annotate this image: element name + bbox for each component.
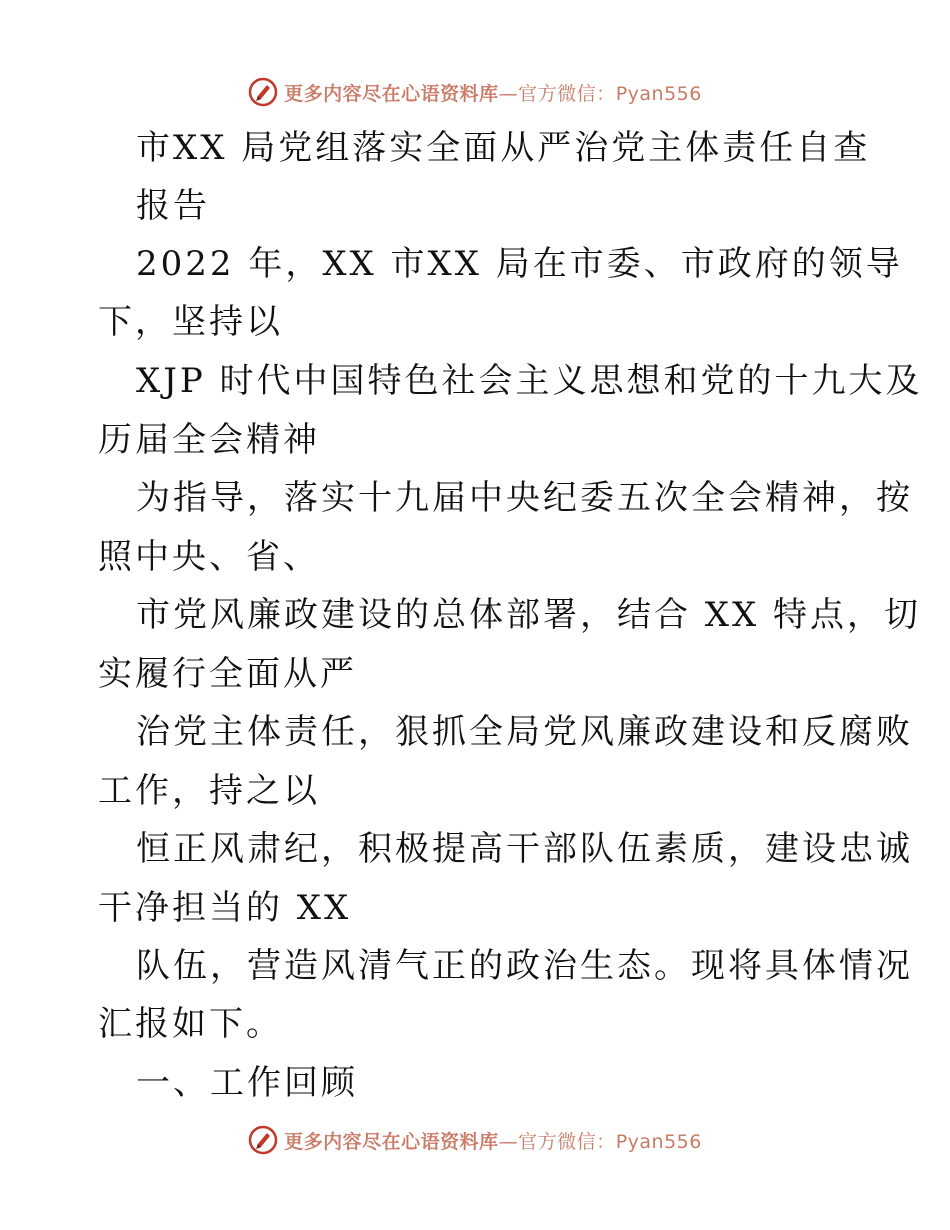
doc-paragraph-line: 照中央、省、 (98, 537, 320, 577)
doc-paragraph-line: 干净担当的 XX (98, 888, 352, 928)
doc-paragraph-line: 历届全会精神 (98, 420, 320, 460)
doc-paragraph-line: 为指导，落实十九届中央纪委五次全会精神，按 (136, 478, 913, 518)
footer-watermark (0, 1120, 950, 1160)
doc-paragraph-line: 恒正风肃纪，积极提高干部队伍素质，建设忠诚 (136, 829, 913, 869)
pen-seal-icon (248, 1125, 278, 1155)
doc-paragraph-line: 实履行全面从严 (98, 654, 357, 694)
doc-paragraph-line: 治党主体责任，狠抓全局党风廉政建设和反腐败 (136, 712, 913, 752)
doc-paragraph-line: 工作，持之以 (98, 771, 320, 811)
section-heading: 一、工作回顾 (136, 1063, 358, 1103)
doc-paragraph-line: XJP 时代中国特色社会主义思想和党的十九大及 (136, 361, 923, 401)
watermark-text: 更多内容尽在心语资料库—官方微信：Pyan556 (284, 1130, 702, 1153)
doc-paragraph-line: 汇报如下。 (98, 1004, 283, 1044)
doc-paragraph-line: 市党风廉政建设的总体部署，结合 XX 特点，切 (136, 595, 922, 635)
doc-title-line-1: 市XX 局党组落实全面从严治党主体责任自查 (136, 128, 871, 168)
doc-paragraph-line: 2022 年，XX 市XX 局在市委、市政府的领导 (136, 244, 903, 284)
pen-seal-icon (248, 77, 278, 107)
doc-paragraph-line: 下，坚持以 (98, 302, 283, 342)
header-watermark (0, 72, 950, 112)
watermark-text: 更多内容尽在心语资料库—官方微信：Pyan556 (284, 82, 702, 105)
doc-paragraph-line: 队伍，营造风清气正的政治生态。现将具体情况 (136, 946, 913, 986)
doc-title-line-2: 报告 (136, 186, 210, 226)
